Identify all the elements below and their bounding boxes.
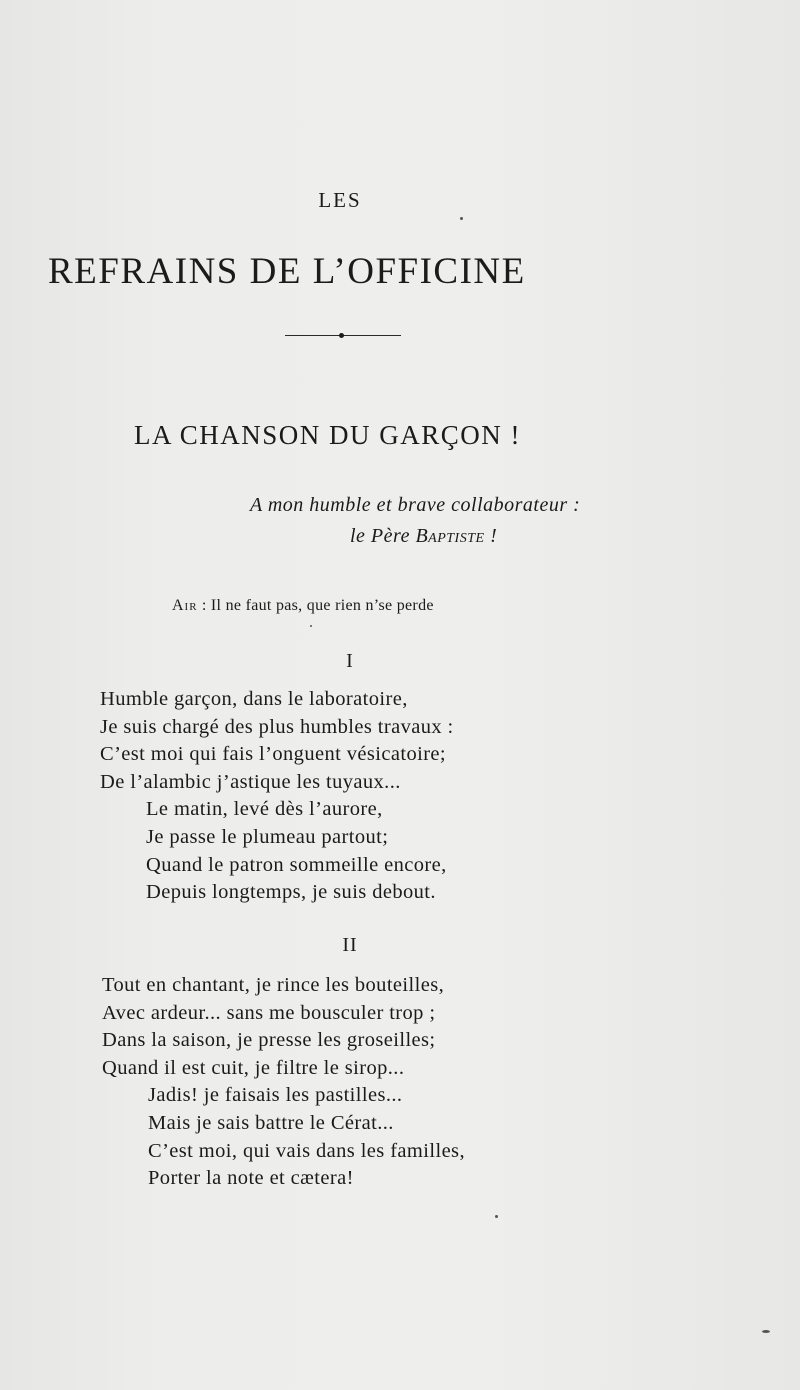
paper-speck	[495, 1215, 498, 1218]
dedication-suffix: !	[484, 525, 498, 547]
verse-line: Je passe le plumeau partout;	[146, 825, 389, 848]
air-text: : Il ne faut pas, que rien n’se perde	[197, 597, 434, 614]
verse-line: De l’alambic j’astique les tuyaux...	[100, 770, 401, 793]
verse-line: Avec ardeur... sans me bousculer trop ;	[102, 1001, 436, 1024]
verse-line: Je suis chargé des plus humbles travaux :	[100, 715, 454, 738]
verse-line: C’est moi qui fais l’onguent vésicatoire;	[100, 743, 447, 766]
paper-speck	[310, 625, 312, 627]
verse-line: Mais je sais battre le Cérat...	[148, 1111, 394, 1134]
verse-line: Depuis longtemps, je suis debout.	[146, 881, 436, 904]
main-title: REFRAINS DE L’OFFICINE	[48, 251, 526, 292]
dedication-prefix: le Père	[350, 525, 416, 547]
verse-line: Humble garçon, dans le laboratoire,	[100, 688, 408, 710]
paper-speck	[460, 217, 463, 220]
stanza-number-2: II	[342, 934, 358, 956]
verse-line: Jadis! je faisais les pastilles...	[148, 1084, 403, 1107]
verse-line: C’est moi, qui vais dans les familles,	[148, 1139, 465, 1162]
dedication-line-1: A mon humble et brave collaborateur :	[250, 494, 581, 516]
air-label: Air	[172, 597, 198, 614]
air-line	[172, 597, 434, 615]
verse-line: Dans la saison, je presse les groseilles;	[102, 1029, 436, 1052]
pre-title: LES	[318, 188, 362, 212]
stanza-1	[100, 686, 454, 907]
rule-ornament-dot	[339, 333, 344, 338]
dedication-name: Baptiste	[415, 525, 485, 547]
song-title: LA CHANSON DU GARÇON !	[134, 420, 522, 450]
verse-line: Quand le patron sommeille encore,	[146, 853, 447, 876]
dedication-line-2	[350, 525, 497, 548]
verse-line: Porter la note et cætera!	[148, 1167, 354, 1190]
verse-line: Quand il est cuit, je filtre le sirop...	[102, 1056, 405, 1079]
verse-line: Le matin, levé dès l’aurore,	[146, 798, 383, 821]
verse-line: Tout en chantant, je rince les bouteilles,	[102, 974, 445, 996]
paper-speck	[762, 1330, 770, 1333]
stanza-2	[102, 972, 465, 1193]
stanza-number-1: I	[346, 650, 354, 672]
